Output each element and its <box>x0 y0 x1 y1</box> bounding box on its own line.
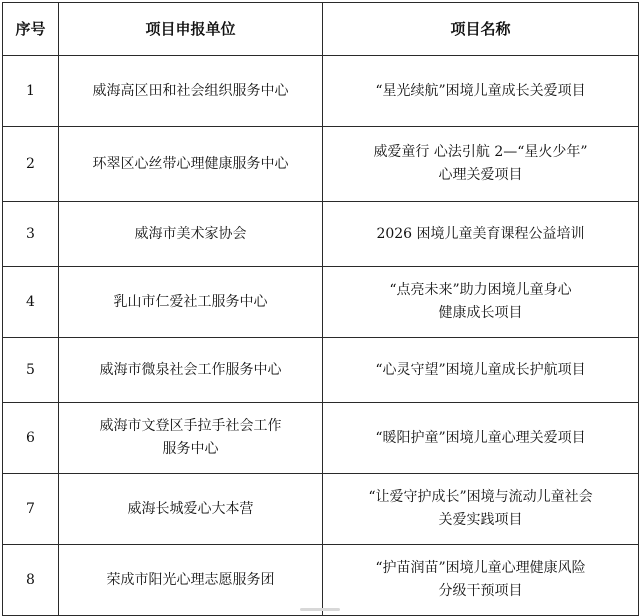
row-applicant-unit <box>59 474 323 545</box>
table-row <box>3 202 639 267</box>
project-line: “心灵守望”困境儿童成长护航项目 <box>375 361 586 378</box>
project-line: “星光续航”困境儿童成长关爱项目 <box>375 82 586 99</box>
unit-line: 威海长城爱心大本营 <box>127 500 254 517</box>
row-serial-number: 1 <box>3 56 59 127</box>
project-line: 威爱童行 心法引航 2—“星火少年” <box>373 144 588 160</box>
row-project-name <box>323 403 639 474</box>
row-project-name <box>323 338 639 403</box>
table-row <box>3 403 639 474</box>
row-project-name <box>323 127 639 202</box>
row-serial-number: 4 <box>3 267 59 338</box>
table-row <box>3 474 639 545</box>
row-serial-number: 5 <box>3 338 59 403</box>
table-row <box>3 545 639 616</box>
row-applicant-unit <box>59 338 323 403</box>
table-row <box>3 56 639 127</box>
row-project-name <box>323 267 639 338</box>
unit-line: 威海高区田和社会组织服务中心 <box>92 82 289 99</box>
unit-line: 荣成市阳光心理志愿服务团 <box>106 571 275 588</box>
row-serial-number: 6 <box>3 403 59 474</box>
table-row <box>3 127 639 202</box>
unit-line: 环翠区心丝带心理健康服务中心 <box>92 155 289 172</box>
project-line: “点亮未来”助力困境儿童身心 <box>389 282 572 298</box>
unit-line: 威海市文登区手拉手社会工作 <box>99 418 282 434</box>
project-line: 分级干预项目 <box>438 583 523 599</box>
row-serial-number: 7 <box>3 474 59 545</box>
project-line: 2026 困境儿童美育课程公益培训 <box>376 225 585 242</box>
header-project-name: 项目名称 <box>323 3 639 56</box>
unit-line: 威海市美术家协会 <box>134 225 247 242</box>
unit-line: 服务中心 <box>162 441 219 457</box>
row-project-name <box>323 56 639 127</box>
row-serial-number: 2 <box>3 127 59 202</box>
project-line: 心理关爱项目 <box>438 167 523 183</box>
row-applicant-unit <box>59 545 323 616</box>
project-line: 健康成长项目 <box>438 305 523 321</box>
table-header-row <box>3 3 639 56</box>
row-project-name <box>323 545 639 616</box>
row-applicant-unit <box>59 267 323 338</box>
row-serial-number: 8 <box>3 545 59 616</box>
table-row <box>3 338 639 403</box>
row-applicant-unit <box>59 403 323 474</box>
bottom-divider <box>300 608 340 611</box>
row-applicant-unit <box>59 56 323 127</box>
table-row <box>3 267 639 338</box>
project-table <box>2 2 639 616</box>
unit-line: 威海市微泉社会工作服务中心 <box>99 361 282 378</box>
header-serial-number: 序号 <box>3 3 59 56</box>
project-line: “护苗润苗”困境儿童心理健康风险 <box>375 560 586 576</box>
row-project-name <box>323 474 639 545</box>
project-line: 关爱实践项目 <box>438 512 523 528</box>
row-applicant-unit <box>59 127 323 202</box>
row-project-name <box>323 202 639 267</box>
project-line: “暖阳护童”困境儿童心理关爱项目 <box>375 429 586 446</box>
header-applicant-unit: 项目申报单位 <box>59 3 323 56</box>
project-line: “让爱守护成长”困境与流动儿童社会 <box>368 489 593 505</box>
row-applicant-unit <box>59 202 323 267</box>
unit-line: 乳山市仁爱社工服务中心 <box>113 293 268 310</box>
row-serial-number: 3 <box>3 202 59 267</box>
